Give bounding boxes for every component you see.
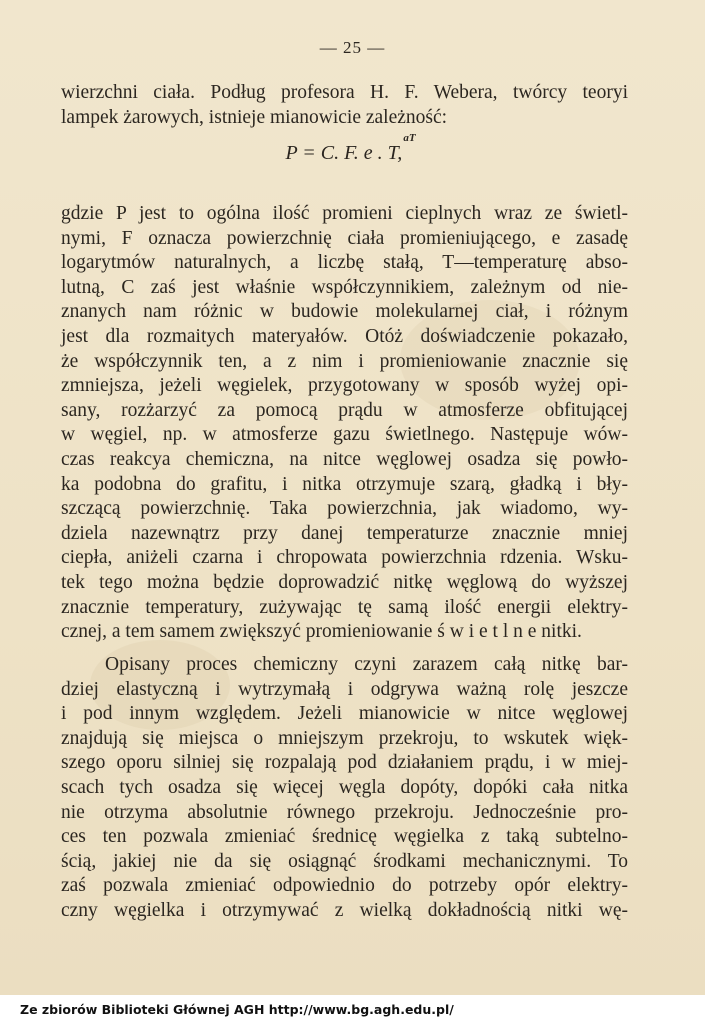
text-line: tek tego można będzie doprowadzić nitkę węglową do wyższej [61,571,628,593]
text-line: czas reakcya chemiczna, na nitce węglowej osadza się powło- [61,448,628,470]
text-line: logarytmów naturalnych, a liczbę stałą, T—temperaturę abso- [61,252,628,274]
text-line: dziela nazewnątrz przy danej temperaturze znacznie mniej [61,522,628,544]
text-line: nymi, F oznacza powierzchnię ciała promieniującego, e zasadę [61,227,628,249]
text-line: gdzie P jest to ogólna ilość promieni cieplnych wraz ze świetl- [61,203,628,224]
formula [0,132,705,165]
text-line: wierzchni ciała. Podług profesora H. F. Webera, twórcy teoryi [61,82,628,103]
text-line: lutną, C zaś jest właśnie współczynnikiem, zależnym od nie- [61,276,628,298]
text-line: ciepła, aniżeli czarna i chropowata powierzchnia rdzenia. Wsku- [61,547,628,569]
text-line: ka podobna do grafitu, i nitka otrzymuje szarą, gładką i bły- [61,473,628,495]
library-footer [0,995,705,1024]
text-line: znacznie temperatury, zużywając tę samą ilość energii elektry- [61,596,628,618]
text-line: że współczynnik ten, a z nim i promieniowanie znacznie się [61,350,628,372]
text-line: zaś pozwala zmieniać odpowiednio do potrzeby opór elektry- [61,875,628,897]
text-line: i pod innym względem. Jeżeli mianowicie w nitce węglowej [61,703,628,725]
text-line: znajdują się miejsca o mniejszym przekroju, to wskutek więk- [61,727,628,749]
text-line: nie otrzyma absolutnie równego przekroju. Jednocześnie pro- [61,801,628,823]
text-line: znanych nam różnic w budowie molekularnej ciał, i różnym [61,301,628,323]
text-line: dziej elastyczną i wytrzymałą i odgrywa ważną rolę jeszcze [61,678,628,700]
text-line: sany, rozżarzyć za pomocą prądu w atmosferze obfitującej [61,399,628,421]
text-line: ścią, jakiej nie da się osiągnąć środkami mechanicznymi. To [61,850,628,872]
text-line: w węgiel, np. w atmosferze gazu świetlnego. Następuje wów- [61,424,628,446]
text-line: Opisany proces chemiczny czyni zarazem całą nitkę bar- [105,654,628,675]
text-line: szczącą powierzchnię. Taka powierzchnia, jak wiadomo, wy- [61,498,628,520]
text-line: jest dla rozmaitych materyałów. Otóż doświadczenie pokazało, [61,325,628,347]
footer-text: Ze zbiorów Biblioteki Głównej AGH http://www.bg.agh.edu.pl/ [20,1002,454,1017]
text-line: lampek żarowych, istnieje mianowicie zależność: [61,106,448,128]
paragraph-top [61,81,628,130]
text-line: czny węgielka i otrzymywać z wielką dokładnością nitki wę- [61,899,628,921]
text-line: ces ten pozwala zmieniać średnicę węgielka z taką subtelno- [61,826,628,848]
paragraph-2 [61,653,628,924]
paragraph-1 [61,202,628,645]
text-line: szego oporu silniej się rozpalają pod działaniem prądu, i w miej- [61,752,628,774]
text-line: zmniejsza, jeżeli węgielek, przygotowany w sposób wyżej opi- [61,375,628,397]
text-line: cznej, a tem samem zwiększyć promieniowanie ś w i e t l n e nitki. [61,621,582,643]
page-number: — 25 — [319,38,386,57]
text-line: scach tych osadza się więcej węgla dopóty, dopóki cała nitka [61,776,628,798]
formula-exponent: aT [403,132,416,144]
formula-main: P = C. F. e . T, [285,142,403,164]
